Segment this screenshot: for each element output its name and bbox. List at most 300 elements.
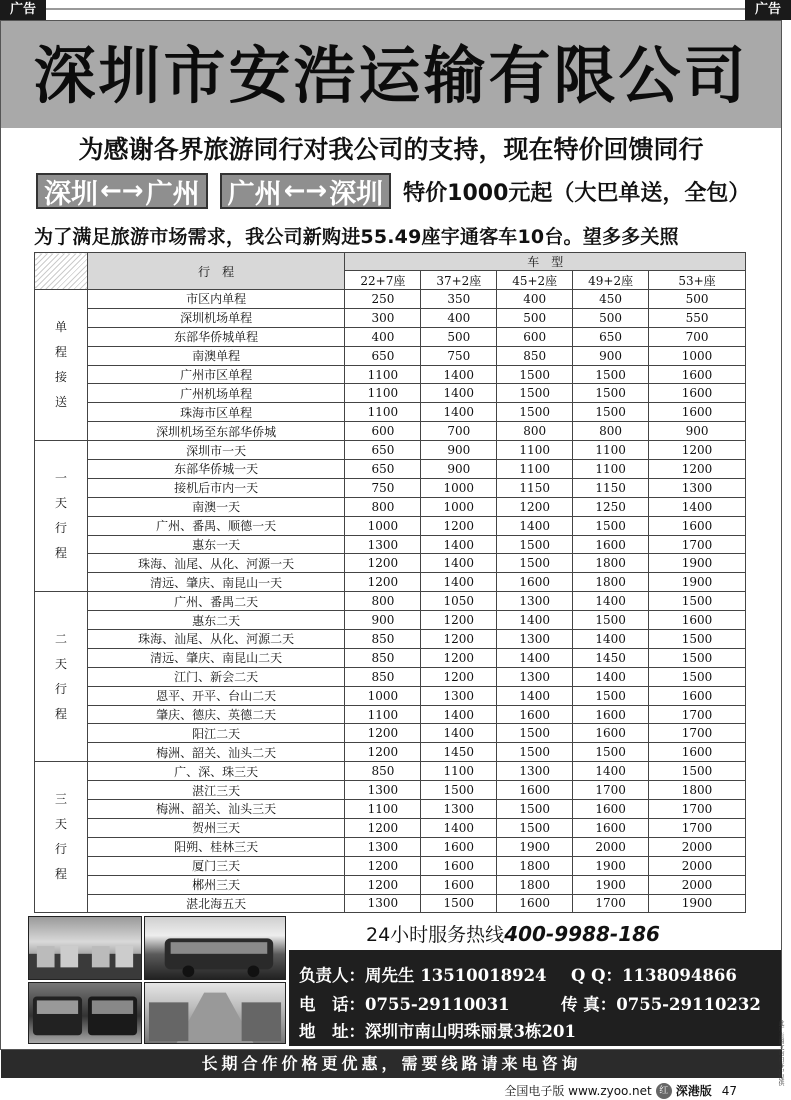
table-row bbox=[35, 686, 746, 705]
contact-panel bbox=[289, 950, 781, 1046]
table-row bbox=[35, 422, 746, 441]
price-cell: 2000 bbox=[649, 837, 746, 856]
price-cell: 800 bbox=[497, 422, 573, 441]
price-cell: 500 bbox=[497, 308, 573, 327]
price-cell: 550 bbox=[649, 308, 746, 327]
route-from: 广州 bbox=[227, 178, 282, 210]
contact-address-line bbox=[299, 1018, 576, 1042]
price-cell: 1400 bbox=[421, 818, 497, 837]
price-cell: 250 bbox=[345, 290, 421, 309]
price-cell: 1200 bbox=[649, 460, 746, 479]
table-row bbox=[35, 573, 746, 592]
price-cell: 650 bbox=[345, 441, 421, 460]
price-cell: 300 bbox=[345, 308, 421, 327]
price-cell: 1200 bbox=[421, 648, 497, 667]
group-label-char: 天 bbox=[54, 656, 67, 671]
price-cell: 1200 bbox=[345, 875, 421, 894]
price-cell: 500 bbox=[573, 308, 649, 327]
price-cell: 1400 bbox=[573, 762, 649, 781]
price-cell: 850 bbox=[345, 762, 421, 781]
table-row bbox=[35, 856, 746, 875]
price-cell: 1400 bbox=[573, 592, 649, 611]
route-cell: 湛江三天 bbox=[87, 781, 345, 800]
price-cell: 1150 bbox=[573, 478, 649, 497]
route-cell: 珠海市区单程 bbox=[87, 403, 345, 422]
route-cell: 广州、番禺、顺德一天 bbox=[87, 516, 345, 535]
route-cell: 南澳单程 bbox=[87, 346, 345, 365]
price-cell: 850 bbox=[497, 346, 573, 365]
price-cell: 1200 bbox=[421, 516, 497, 535]
price-cell: 1400 bbox=[497, 648, 573, 667]
price-cell: 700 bbox=[421, 422, 497, 441]
price-cell: 1400 bbox=[497, 516, 573, 535]
site-text: 全国电子版 www.zyoo.net bbox=[504, 1084, 652, 1098]
price-cell: 1200 bbox=[421, 630, 497, 649]
group-label-char: 天 bbox=[54, 817, 67, 832]
price-cell: 1300 bbox=[497, 592, 573, 611]
group-label-char: 一 bbox=[54, 471, 67, 486]
price-cell: 1500 bbox=[573, 384, 649, 403]
group-label-char: 送 bbox=[54, 395, 67, 410]
price-cell: 1300 bbox=[345, 837, 421, 856]
price-cell: 1000 bbox=[421, 497, 497, 516]
route-cell: 广州市区单程 bbox=[87, 365, 345, 384]
table-row bbox=[35, 705, 746, 724]
price-cell: 1200 bbox=[345, 573, 421, 592]
route-cell: 南澳一天 bbox=[87, 497, 345, 516]
table-row bbox=[35, 894, 746, 913]
ad-label-left: 广告 bbox=[0, 0, 46, 20]
route-cell: 深圳机场单程 bbox=[87, 308, 345, 327]
price-cell: 1400 bbox=[497, 686, 573, 705]
ad-label-right: 广告 bbox=[745, 0, 791, 20]
route-cell: 肇庆、德庆、英德二天 bbox=[87, 705, 345, 724]
price-cell: 650 bbox=[573, 327, 649, 346]
price-cell: 1150 bbox=[497, 478, 573, 497]
price-cell: 1100 bbox=[345, 800, 421, 819]
price-cell: 1600 bbox=[497, 573, 573, 592]
price-cell: 1300 bbox=[345, 781, 421, 800]
price-cell: 1200 bbox=[497, 497, 573, 516]
route-cell: 珠海、汕尾、从化、河源一天 bbox=[87, 554, 345, 573]
table-row bbox=[35, 365, 746, 384]
price-cell: 1500 bbox=[573, 743, 649, 762]
price-cell: 1400 bbox=[421, 403, 497, 422]
price-cell: 1500 bbox=[573, 516, 649, 535]
price-cell: 400 bbox=[497, 290, 573, 309]
price-cell: 1300 bbox=[421, 686, 497, 705]
price-cell: 1500 bbox=[497, 403, 573, 422]
price-cell: 2000 bbox=[649, 856, 746, 875]
group-label-char: 天 bbox=[54, 496, 67, 511]
table-row bbox=[35, 308, 746, 327]
price-cell: 400 bbox=[345, 327, 421, 346]
page-number: 47 bbox=[721, 1083, 737, 1098]
table-row bbox=[35, 290, 746, 309]
price-cell: 450 bbox=[573, 290, 649, 309]
price-cell: 1400 bbox=[421, 384, 497, 403]
route-gz-sz bbox=[220, 173, 392, 209]
table-row bbox=[35, 743, 746, 762]
route-cell: 湛北海五天 bbox=[87, 894, 345, 913]
price-cell: 1600 bbox=[649, 743, 746, 762]
price-cell: 500 bbox=[649, 290, 746, 309]
table-row bbox=[35, 516, 746, 535]
route-cell: 广州、番禺二天 bbox=[87, 592, 345, 611]
table-row bbox=[35, 611, 746, 630]
group-label-char: 接 bbox=[54, 370, 67, 385]
price-cell: 1700 bbox=[649, 705, 746, 724]
company-name: 深圳市安浩运输有限公司 bbox=[33, 39, 749, 112]
price-cell: 1450 bbox=[421, 743, 497, 762]
route-cell: 阳朔、桂林三天 bbox=[87, 837, 345, 856]
group-label-char: 程 bbox=[54, 867, 67, 882]
fax-block bbox=[561, 991, 761, 1015]
price-cell: 1500 bbox=[649, 592, 746, 611]
route-cell: 清远、肇庆、南昆山一天 bbox=[87, 573, 345, 592]
fax-label: 传 真： bbox=[561, 995, 617, 1014]
table-row bbox=[35, 554, 746, 573]
price-cell: 500 bbox=[421, 327, 497, 346]
route-cell: 阳江二天 bbox=[87, 724, 345, 743]
group-label-char: 程 bbox=[54, 345, 67, 360]
price-cell: 1600 bbox=[573, 724, 649, 743]
price-cell: 900 bbox=[421, 441, 497, 460]
price-cell: 1600 bbox=[497, 781, 573, 800]
group-label-char: 单 bbox=[54, 320, 67, 335]
price-cell: 1200 bbox=[649, 441, 746, 460]
price-cell: 1000 bbox=[345, 686, 421, 705]
price-cell: 1600 bbox=[649, 516, 746, 535]
price-cell: 1100 bbox=[345, 365, 421, 384]
group-label-char: 三 bbox=[54, 792, 67, 807]
price-cell: 1400 bbox=[421, 573, 497, 592]
route-cell: 东部华侨城一天 bbox=[87, 460, 345, 479]
group-label bbox=[35, 290, 88, 441]
price-cell: 600 bbox=[345, 422, 421, 441]
price-cell: 1600 bbox=[421, 856, 497, 875]
group-label-char: 行 bbox=[54, 521, 67, 536]
group-label-char: 行 bbox=[54, 842, 67, 857]
bus-interior-photo bbox=[28, 916, 142, 980]
price-cell: 1700 bbox=[573, 781, 649, 800]
address-value: 深圳市南山明珠丽景3栋201 bbox=[365, 1022, 576, 1041]
price-cell: 1500 bbox=[497, 535, 573, 554]
promo-text: 特价1000元起（大巴单送，全包） bbox=[403, 180, 751, 206]
price-table-body bbox=[35, 290, 746, 913]
price-cell: 1600 bbox=[649, 365, 746, 384]
route-cell: 东部华侨城单程 bbox=[87, 327, 345, 346]
price-cell: 1200 bbox=[345, 856, 421, 875]
price-cell: 900 bbox=[573, 346, 649, 365]
price-cell: 1400 bbox=[497, 611, 573, 630]
price-cell: 1700 bbox=[573, 894, 649, 913]
price-cell: 1500 bbox=[497, 384, 573, 403]
route-cell: 贺州三天 bbox=[87, 818, 345, 837]
table-row bbox=[35, 800, 746, 819]
table-row bbox=[35, 781, 746, 800]
group-label-char: 二 bbox=[54, 631, 67, 646]
route-cell: 深圳机场至东部华侨城 bbox=[87, 422, 345, 441]
price-cell: 1800 bbox=[497, 875, 573, 894]
table-row bbox=[35, 648, 746, 667]
price-cell: 1300 bbox=[497, 667, 573, 686]
table-row bbox=[35, 403, 746, 422]
thanks-line: 为感谢各界旅游同行对我公司的支持，现在特价回馈同行 bbox=[78, 135, 704, 164]
header-vehicle: 车 型 bbox=[345, 253, 746, 271]
vehicle-type: 53+座 bbox=[649, 271, 746, 290]
group-label-char: 行 bbox=[54, 681, 67, 696]
price-cell: 600 bbox=[497, 327, 573, 346]
price-cell: 1500 bbox=[497, 554, 573, 573]
price-table bbox=[34, 252, 746, 913]
bus-aisle-photo bbox=[144, 982, 286, 1044]
price-cell: 2000 bbox=[573, 837, 649, 856]
price-cell: 1500 bbox=[421, 894, 497, 913]
table-row bbox=[35, 630, 746, 649]
price-cell: 1800 bbox=[497, 856, 573, 875]
bus-exterior-photo bbox=[144, 916, 286, 980]
price-cell: 1000 bbox=[421, 478, 497, 497]
price-cell: 1600 bbox=[649, 403, 746, 422]
price-cell: 700 bbox=[649, 327, 746, 346]
price-cell: 1900 bbox=[573, 856, 649, 875]
price-cell: 650 bbox=[345, 346, 421, 365]
table-row bbox=[35, 441, 746, 460]
side-note: 此广告图文均由客户提供 bbox=[777, 1020, 784, 1086]
page-footer bbox=[504, 1082, 737, 1099]
address-label: 地 址： bbox=[299, 1022, 365, 1041]
price-cell: 1300 bbox=[497, 762, 573, 781]
vehicle-type: 49+2座 bbox=[573, 271, 649, 290]
price-cell: 1400 bbox=[421, 365, 497, 384]
price-cell: 1500 bbox=[497, 800, 573, 819]
qq-block bbox=[571, 962, 737, 986]
price-cell: 850 bbox=[345, 630, 421, 649]
vehicle-type: 37+2座 bbox=[421, 271, 497, 290]
footer-slogan: 长期合作价格更优惠，需要线路请来电咨询 bbox=[1, 1050, 782, 1078]
route-cell: 惠东一天 bbox=[87, 535, 345, 554]
price-cell: 1300 bbox=[497, 630, 573, 649]
price-cell: 1500 bbox=[421, 781, 497, 800]
price-cell: 1500 bbox=[649, 648, 746, 667]
header-corner bbox=[35, 253, 88, 290]
price-cell: 1600 bbox=[497, 894, 573, 913]
table-row bbox=[35, 762, 746, 781]
table-row bbox=[35, 497, 746, 516]
price-cell: 1300 bbox=[345, 535, 421, 554]
table-row bbox=[35, 592, 746, 611]
contact-phone-line bbox=[299, 991, 761, 1015]
qq-value: 1138094866 bbox=[622, 966, 737, 985]
vehicle-type: 22+7座 bbox=[345, 271, 421, 290]
price-cell: 1400 bbox=[421, 724, 497, 743]
price-cell: 1500 bbox=[573, 403, 649, 422]
price-cell: 1100 bbox=[345, 705, 421, 724]
price-cell: 1000 bbox=[345, 516, 421, 535]
price-cell: 1500 bbox=[497, 743, 573, 762]
hotline-number: 400-9988-186 bbox=[504, 922, 660, 946]
price-cell: 2000 bbox=[649, 875, 746, 894]
price-cell: 1050 bbox=[421, 592, 497, 611]
price-cell: 1600 bbox=[573, 705, 649, 724]
vehicle-type: 45+2座 bbox=[497, 271, 573, 290]
price-cell: 1400 bbox=[421, 535, 497, 554]
group-label bbox=[35, 592, 88, 762]
route-cell: 惠东二天 bbox=[87, 611, 345, 630]
table-row bbox=[35, 346, 746, 365]
price-cell: 1100 bbox=[497, 460, 573, 479]
table-row bbox=[35, 535, 746, 554]
price-cell: 1100 bbox=[497, 441, 573, 460]
phone-label: 电 话： bbox=[299, 995, 365, 1014]
intro-line: 为了满足旅游市场需求，我公司新购进55.49座宇通客车10台。望多多关照 bbox=[34, 226, 679, 248]
price-cell: 1300 bbox=[421, 800, 497, 819]
person-value: 周先生 13510018924 bbox=[365, 966, 547, 985]
price-cell: 1400 bbox=[421, 705, 497, 724]
price-cell: 1400 bbox=[421, 554, 497, 573]
table-row bbox=[35, 818, 746, 837]
price-cell: 1400 bbox=[573, 630, 649, 649]
price-cell: 1200 bbox=[421, 667, 497, 686]
route-cell: 江门、新会二天 bbox=[87, 667, 345, 686]
price-cell: 1600 bbox=[573, 535, 649, 554]
price-cell: 1300 bbox=[649, 478, 746, 497]
table-row bbox=[35, 460, 746, 479]
price-cell: 1600 bbox=[421, 875, 497, 894]
price-cell: 400 bbox=[421, 308, 497, 327]
price-cell: 800 bbox=[345, 592, 421, 611]
price-cell: 1100 bbox=[345, 384, 421, 403]
route-to: 广州 bbox=[145, 178, 200, 210]
price-cell: 1500 bbox=[573, 365, 649, 384]
price-cell: 1900 bbox=[649, 554, 746, 573]
price-cell: 1250 bbox=[573, 497, 649, 516]
price-cell: 1700 bbox=[649, 818, 746, 837]
table-row bbox=[35, 837, 746, 856]
route-cell: 广州机场单程 bbox=[87, 384, 345, 403]
hotline bbox=[366, 920, 660, 947]
price-cell: 1900 bbox=[649, 894, 746, 913]
table-row bbox=[35, 667, 746, 686]
price-cell: 1900 bbox=[497, 837, 573, 856]
edition-badge-icon: 红 bbox=[656, 1083, 672, 1099]
qq-label: Q Q： bbox=[571, 966, 622, 985]
double-arrow-icon: ←→ bbox=[100, 176, 144, 206]
contact-person-line bbox=[299, 962, 737, 986]
double-arrow-icon: ←→ bbox=[283, 176, 328, 206]
price-cell: 1400 bbox=[649, 497, 746, 516]
route-cell: 珠海、汕尾、从化、河源二天 bbox=[87, 630, 345, 649]
person-label: 负责人： bbox=[299, 966, 365, 985]
bus-fleet-photo bbox=[28, 982, 142, 1044]
group-label bbox=[35, 762, 88, 913]
price-cell: 1800 bbox=[573, 554, 649, 573]
price-cell: 1700 bbox=[649, 724, 746, 743]
table-row bbox=[35, 875, 746, 894]
table-row bbox=[35, 478, 746, 497]
price-cell: 850 bbox=[345, 667, 421, 686]
price-cell: 800 bbox=[345, 497, 421, 516]
price-cell: 1200 bbox=[345, 554, 421, 573]
price-cell: 1600 bbox=[649, 611, 746, 630]
price-cell: 350 bbox=[421, 290, 497, 309]
price-cell: 1100 bbox=[345, 403, 421, 422]
price-cell: 1500 bbox=[497, 818, 573, 837]
price-cell: 1200 bbox=[345, 743, 421, 762]
price-cell: 750 bbox=[345, 478, 421, 497]
price-cell: 1500 bbox=[497, 724, 573, 743]
price-cell: 900 bbox=[345, 611, 421, 630]
bus-photos bbox=[28, 916, 286, 1044]
price-cell: 650 bbox=[345, 460, 421, 479]
group-label-char: 程 bbox=[54, 706, 67, 721]
route-cell: 郴州三天 bbox=[87, 875, 345, 894]
price-cell: 1500 bbox=[573, 686, 649, 705]
route-cell: 接机后市内一天 bbox=[87, 478, 345, 497]
price-cell: 1700 bbox=[649, 535, 746, 554]
price-cell: 1600 bbox=[573, 818, 649, 837]
price-cell: 1300 bbox=[345, 894, 421, 913]
table-row bbox=[35, 327, 746, 346]
route-cell: 梅洲、韶关、汕头三天 bbox=[87, 800, 345, 819]
company-banner bbox=[1, 21, 781, 128]
price-cell: 800 bbox=[573, 422, 649, 441]
top-rule bbox=[46, 8, 745, 10]
price-cell: 1600 bbox=[649, 384, 746, 403]
hotline-label: 24小时服务热线 bbox=[366, 924, 505, 946]
price-cell: 1600 bbox=[573, 800, 649, 819]
price-cell: 1200 bbox=[345, 818, 421, 837]
price-cell: 1100 bbox=[573, 460, 649, 479]
route-cell: 梅洲、韶关、汕头二天 bbox=[87, 743, 345, 762]
header-route: 行 程 bbox=[87, 253, 345, 290]
group-label-char: 程 bbox=[54, 546, 67, 561]
fax-value: 0755-29110232 bbox=[616, 995, 761, 1014]
price-cell: 1500 bbox=[497, 365, 573, 384]
price-cell: 1100 bbox=[421, 762, 497, 781]
price-cell: 1200 bbox=[421, 611, 497, 630]
edition-text: 深港版 bbox=[675, 1084, 712, 1098]
route-cell: 广、深、珠三天 bbox=[87, 762, 345, 781]
price-cell: 1500 bbox=[649, 762, 746, 781]
price-cell: 900 bbox=[649, 422, 746, 441]
route-cell: 市区内单程 bbox=[87, 290, 345, 309]
route-cell: 厦门三天 bbox=[87, 856, 345, 875]
table-row bbox=[35, 384, 746, 403]
route-promo-row bbox=[36, 173, 750, 209]
phone-value: 0755-29110031 bbox=[365, 995, 510, 1014]
price-cell: 1400 bbox=[573, 667, 649, 686]
price-cell: 1900 bbox=[573, 875, 649, 894]
price-cell: 1700 bbox=[649, 800, 746, 819]
route-sz-gz bbox=[36, 173, 208, 209]
price-cell: 850 bbox=[345, 648, 421, 667]
price-cell: 1500 bbox=[573, 611, 649, 630]
group-label bbox=[35, 441, 88, 592]
price-cell: 1600 bbox=[421, 837, 497, 856]
price-cell: 1500 bbox=[649, 630, 746, 649]
route-cell: 清远、肇庆、南昆山二天 bbox=[87, 648, 345, 667]
route-cell: 恩平、开平、台山二天 bbox=[87, 686, 345, 705]
price-cell: 1500 bbox=[649, 667, 746, 686]
price-cell: 1600 bbox=[649, 686, 746, 705]
price-cell: 1450 bbox=[573, 648, 649, 667]
price-cell: 900 bbox=[421, 460, 497, 479]
price-cell: 1800 bbox=[649, 781, 746, 800]
price-cell: 1000 bbox=[649, 346, 746, 365]
price-cell: 1200 bbox=[345, 724, 421, 743]
